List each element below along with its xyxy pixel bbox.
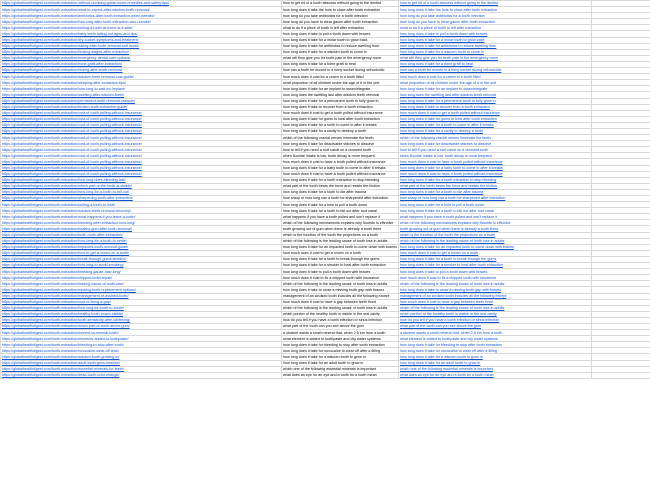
empty-cell[interactable] — [592, 372, 650, 378]
link-cell[interactable]: what proportion of all children under the age of 6 in the unit — [399, 80, 592, 86]
query-cell[interactable]: how long does it take to recover from a tooth extraction — [282, 104, 399, 110]
link-cell[interactable]: which is the function of the tooth the projections on a tooth — [399, 232, 592, 238]
url-cell[interactable]: https://globalhealthdigest.com/tooth-extraction/eating-after-tooth-removal-soft-foods/ — [1, 43, 282, 49]
url-cell[interactable]: https://globalhealthdigest.com/tooth-extraction/adult-tooth-grow-timeline/ — [1, 360, 282, 366]
link-cell[interactable]: how long does it take to pull a tooth down with braces — [399, 269, 592, 275]
link-cell[interactable]: what does an eye for an eye and a tooth for a tooth mean — [399, 372, 592, 378]
url-cell[interactable]: https://globalhealthdigest.com/tooth-extraction/swelling-after-wisdom-teeth/ — [1, 92, 282, 98]
url-cell[interactable]: https://globalhealthdigest.com/tooth-extraction/how-to-get-a-crown-on-a-tooth/ — [1, 250, 282, 256]
url-cell[interactable]: https://globalhealthdigest.com/tooth-extraction/wisdom-tooth-growing-in/ — [1, 354, 282, 360]
query-cell[interactable]: how long do you have to wear gauze after tooth extraction — [282, 19, 399, 25]
url-cell[interactable]: https://globalhealthdigest.com/tooth-extraction/solvent-vs-mineral-tooth/ — [1, 330, 282, 336]
query-cell[interactable]: how long does it take to pull a tooth down with braces — [282, 31, 399, 37]
query-cell[interactable]: how long does it take for a tooth to come in after it breaks — [282, 122, 399, 128]
url-cell[interactable]: https://globalhealthdigest.com/tooth-extraction/cost-of-tooth-pulling-without-insurance/ — [1, 171, 282, 177]
link-cell[interactable]: how long does it take for an implant to osseointegrate — [399, 86, 592, 92]
query-cell[interactable]: how long does it take the hole to close after tooth extraction — [282, 7, 399, 13]
url-cell[interactable]: https://globalhealthdigest.com/tooth-extraction/pulling-a-tooth-to-heal/ — [1, 202, 282, 208]
link-cell[interactable]: what part of the tooth bears the force and resists the friction — [399, 183, 592, 189]
query-cell[interactable]: how long does the swelling last after wisdom teeth removal — [282, 92, 399, 98]
query-cell[interactable]: how long does it take for a tooth extraction to stop bleeding — [282, 177, 399, 183]
link-cell[interactable]: how long does it take for a tooth to die after trauma — [399, 189, 592, 195]
query-cell[interactable]: which of the following is the leading cause of tooth loss in adults — [282, 238, 399, 244]
query-cell[interactable]: how long does it take for a bone graft to heal — [282, 61, 399, 67]
link-cell[interactable]: how much does it cost to have a gap between teeth fixed — [399, 299, 592, 305]
url-cell[interactable]: https://globalhealthdigest.com/tooth-extraction/baby-teeth-falling-out-ages-and-tips/ — [1, 31, 282, 37]
url-cell[interactable]: https://globalhealthdigest.com/tooth-extraction/how-long-after-tooth-extraction-can-i-smoke/ — [1, 19, 282, 25]
link-cell[interactable]: what happens if you have a tooth pulled and don't replace it — [399, 214, 592, 220]
link-cell[interactable]: how to get rid of a tooth abscess without going to the dentist — [399, 1, 592, 7]
link-cell[interactable]: how long does it take for an adult tooth to grow in — [399, 360, 592, 366]
query-cell[interactable]: how long does it take for a hole to pull a tooth down — [282, 202, 399, 208]
link-cell[interactable]: management of an avulsed tooth includes all the following except — [399, 293, 592, 299]
url-cell[interactable]: https://globalhealthdigest.com/tooth-extraction/break-through-gums-timeline/ — [1, 256, 282, 262]
url-cell[interactable]: https://globalhealthdigest.com/tooth-extraction/wisdom-teeth-removal-cost-guide/ — [1, 74, 282, 80]
url-cell[interactable]: https://globalhealthdigest.com/tooth-extraction/broken-tooth-extraction-guide/ — [1, 104, 282, 110]
query-cell[interactable]: how long does it take for a permanent tooth to fully grow in — [282, 98, 399, 104]
link-cell[interactable]: how long does it take for dissolvable stitches to dissolve — [399, 141, 592, 147]
query-cell[interactable]: how long does it take for gums to heal after tooth extraction — [282, 116, 399, 122]
url-cell[interactable]: https://globalhealthdigest.com/tooth-extraction/elements-added-to-toothpaste/ — [1, 336, 282, 342]
link-cell[interactable]: what element is added to toothpaste and city water systems — [399, 336, 592, 342]
url-cell[interactable]: https://globalhealthdigest.com/tooth-extraction/novocaine-wear-off-time/ — [1, 348, 282, 354]
link-cell[interactable]: how long does it take for a wisdom tooth to grow in — [399, 354, 592, 360]
link-cell[interactable]: how long does it take for novocaine to wear off after a filling — [399, 348, 592, 354]
link-cell[interactable]: tooth growing out of gum when there is already a tooth there — [399, 226, 592, 232]
link-cell[interactable]: how long does it take for a tooth to break through the gums — [399, 256, 592, 262]
url-cell[interactable]: https://globalhealthdigest.com/tooth-extraction/bleeding-gauze-how-long/ — [1, 269, 282, 275]
url-cell[interactable]: https://globalhealthdigest.com/tooth-extraction/chipped-tooth-repair/ — [1, 275, 282, 281]
query-cell[interactable]: how long does it take for an adult tooth to grow in — [282, 360, 399, 366]
link-cell[interactable]: how to tell if you need a root canal on a crowned tooth — [399, 147, 592, 153]
query-cell[interactable]: which portion of the healthy tooth is visible in the oral cavity — [282, 311, 399, 317]
query-cell[interactable]: how can a tooth be moved in a bony socket during orthodontic — [282, 68, 399, 74]
query-cell[interactable]: which of the following mechanisms explains why fluoride is effective — [282, 220, 399, 226]
url-cell[interactable]: https://globalhealthdigest.com/tooth-extraction/bleeding-to-stop-after-tooth/ — [1, 342, 282, 348]
link-cell[interactable]: how much does it cost to have a tooth pulled without insurance — [399, 171, 592, 177]
link-cell[interactable]: how long does it take for a wisdom tooth to come in — [399, 49, 592, 55]
link-cell[interactable]: how can a tooth be moved in a bony socket during orthodontic — [399, 68, 592, 74]
query-cell[interactable]: how long does it take for a smoker to heal after tooth extraction — [282, 263, 399, 269]
url-cell[interactable]: https://globalhealthdigest.com/tooth-extraction/which-part-of-tooth-above-gum/ — [1, 323, 282, 329]
link-cell[interactable]: how long does it take for bleeding to stop after tooth extraction — [399, 342, 592, 348]
url-cell[interactable]: https://globalhealthdigest.com/tooth-extraction-without-numbing-guide-home-remedies-and-safety-tips/ — [1, 1, 282, 7]
url-cell[interactable]: https://globalhealthdigest.com/tooth-extraction/cost-of-tooth-pulling-without-insurance/ — [1, 159, 282, 165]
url-cell[interactable]: https://globalhealthdigest.com/tooth-extraction/tooth-sensitivity-after-whitening/ — [1, 317, 282, 323]
url-cell[interactable]: https://globalhealthdigest.com/tooth-extraction/how-long-to-avoid-smoking/ — [1, 263, 282, 269]
query-cell[interactable]: how do you tell if you have a tooth infection or sinus infection — [282, 317, 399, 323]
link-cell[interactable]: how long does it take for a baby tooth to come in after it breaks — [399, 165, 592, 171]
query-cell[interactable]: how long do you take antibiotics for a tooth infection — [282, 13, 399, 19]
link-cell[interactable]: how long does it take for a cavity to destroy a tooth — [399, 128, 592, 134]
link-cell[interactable]: how long does it take for antibiotics to reduce swelling from — [399, 43, 592, 49]
link-cell[interactable]: which of the following is the leading cause of tooth loss in adults — [399, 281, 592, 287]
link-cell[interactable]: which of the following is the leading cause of tooth loss in adults — [399, 238, 592, 244]
link-cell[interactable]: how long does it take the hole to close after tooth extraction — [399, 7, 592, 13]
query-cell[interactable]: how much does it cost to get a crown on a tooth — [282, 250, 399, 256]
url-cell[interactable]: https://globalhealthdigest.com/tooth-extraction/which-part-of-the-tooth-is-visible/ — [1, 183, 282, 189]
query-cell[interactable]: how long does it take for a molar tooth to grow back — [282, 37, 399, 43]
link-cell[interactable]: which of the following is the leading cause of tooth loss in adults — [399, 305, 592, 311]
link-cell[interactable]: how long does it take to pull a tooth down with braces — [399, 31, 592, 37]
query-cell[interactable]: how much does it cost for a crown in a tooth filled — [282, 74, 399, 80]
link-cell[interactable]: when fluoride intake is low, tooth decay is more frequent — [399, 153, 592, 159]
query-cell[interactable]: how to tell if you need a root canal on a crowned tooth — [282, 147, 399, 153]
link-cell[interactable]: how do you tell if you have a tooth infection or sinus infection — [399, 317, 592, 323]
link-cell[interactable]: how much does it cost to get a tooth pulled without insurance — [399, 110, 592, 116]
query-cell[interactable]: how sharp or how long can a tooth be sharpened after extraction — [282, 196, 399, 202]
query-cell[interactable]: how much does it cost to fix a chipped tooth with insurance — [282, 275, 399, 281]
link-cell[interactable]: how long does it take for a hole to pull a tooth down — [399, 202, 592, 208]
url-cell[interactable]: https://globalhealthdigest.com/tooth-extraction/missing-tooth-replacement-options/ — [1, 287, 282, 293]
query-cell[interactable]: how long does it take for an impacted tooth to come down with braces — [283, 245, 397, 250]
query-cell[interactable]: how much does it cost to have a tooth pulled without insurance — [282, 171, 399, 177]
link-cell[interactable]: how long does it take for a tooth to come in after it breaks — [399, 122, 592, 128]
query-cell[interactable]: what to do if a piece of tooth is left after extraction — [282, 25, 399, 31]
link-cell[interactable]: how long do you take antibiotics for a tooth infection — [399, 13, 592, 19]
query-cell[interactable]: how much does it cost to get a tooth pulled without insurance — [282, 110, 399, 116]
url-cell[interactable]: https://globalhealthdigest.com/tooth-extraction/emergency-dental-care-options/ — [1, 55, 282, 61]
query-cell[interactable]: which of the following is the leading cause of tooth loss in adults — [282, 305, 399, 311]
query-cell[interactable]: how long does it take for bleeding to stop after tooth extraction — [282, 342, 399, 348]
query-cell[interactable]: how long does it take for a baby tooth to come in after it breaks — [282, 165, 399, 171]
query-cell[interactable]: what element is added to toothpaste and city water systems — [282, 336, 399, 342]
link-cell[interactable]: how long do you have to wear gauze after tooth extraction — [399, 19, 592, 25]
url-cell[interactable]: https://globalhealthdigest.com/tooth-extraction/management-of-avulsed-tooth/ — [1, 293, 282, 299]
link-cell[interactable]: a student wants a small mineral that, when 2.5 km from a tooth — [399, 330, 592, 336]
query-cell[interactable]: how long does it take for a tooth to die after trauma — [282, 189, 399, 195]
url-cell[interactable]: https://globalhealthdigest.com/tooth-extraction/dry-socket-symptoms-and-treatment/ — [1, 37, 282, 43]
link-cell[interactable]: what will they give you for tooth pain in the emergency room — [399, 55, 592, 61]
url-cell[interactable]: https://globalhealthdigest.com/tooth-extraction/cost-of-tooth-pulling-without-insurance/ — [1, 153, 282, 159]
query-cell[interactable]: how long does it take for a wisdom tooth to come in — [282, 49, 399, 55]
query-cell[interactable]: what will they give you for tooth pain in the emergency room — [282, 55, 399, 61]
url-cell[interactable]: https://globalhealthdigest.com/tooth-extraction/what-to-expect-after-wisdom-tooth-removal/ — [1, 7, 282, 13]
query-cell[interactable]: how long does it take for novocaine to wear off after a filling — [282, 348, 399, 354]
query-cell[interactable]: how long does it take for an implant to osseointegrate — [282, 86, 399, 92]
link-cell[interactable]: what to do if a piece of tooth is left after extraction — [399, 25, 592, 31]
link-cell[interactable]: which of the following cranial nerves innervate the teeth — [399, 135, 592, 141]
query-cell[interactable]: what proportion of all children under the age of 6 in the unit — [282, 80, 399, 86]
url-cell[interactable]: https://globalhealthdigest.com/tooth-extraction/impacted-tooth-removal-guide/ — [1, 244, 282, 250]
url-cell[interactable]: https://globalhealthdigest.com/tooth-extraction/essential-minerals-for-teeth/ — [1, 366, 282, 372]
url-cell[interactable]: https://globalhealthdigest.com/tooth-extraction/cost-of-tooth-pulling-without-insurance/ — [1, 135, 282, 141]
link-cell[interactable]: which of the following mechanisms explains why fluoride is effective — [399, 220, 592, 226]
link-cell[interactable]: what part of the tooth can you see above the gum — [399, 323, 592, 329]
link-cell[interactable]: which one of the following essential minerals is important — [399, 366, 592, 372]
url-cell[interactable]: https://globalhealthdigest.com/tooth-extraction/dead-tooth-color-change/ — [1, 372, 282, 378]
query-cell[interactable]: management of an avulsed tooth includes all the following except — [282, 293, 399, 299]
url-cell[interactable]: https://globalhealthdigest.com/tooth-extraction/cost-of-tooth-pulling-without-insurance/ — [1, 147, 282, 153]
url-cell[interactable]: https://globalhealthdigest.com/tooth-extraction/tooth-roots-after-extraction/ — [1, 232, 282, 238]
link-cell[interactable]: which portion of the healthy tooth is visible in the oral cavity — [399, 311, 592, 317]
link-cell[interactable]: how long does it take for a molar tooth to grow back — [399, 37, 592, 43]
url-cell[interactable]: https://globalhealthdigest.com/tooth-extraction/healthy-gum-after-tooth-removal/ — [1, 226, 282, 232]
link-cell[interactable]: how long does it take for a tooth to fall out after root canal — [399, 208, 592, 214]
url-cell[interactable]: https://globalhealthdigest.com/tooth-extraction/cost-of-fixing-a-gap/ — [1, 299, 282, 305]
query-cell[interactable]: what part of the tooth can you see above the gum — [282, 323, 399, 329]
url-cell[interactable]: https://globalhealthdigest.com/tooth-extraction/rinsing-after-tooth-removal/ — [1, 68, 282, 74]
url-cell[interactable]: https://globalhealthdigest.com/tooth-extraction/how-long-for-a-tooth-to-settle/ — [1, 238, 282, 244]
link-cell[interactable]: how long does it take for a smoker to heal after tooth extraction — [399, 263, 592, 269]
link-cell[interactable]: how long does it take to close a missing tooth gap with braces — [399, 287, 592, 293]
url-cell[interactable]: https://globalhealthdigest.com/tooth-extraction/bone-graft-after-extraction/ — [1, 61, 282, 67]
url-cell[interactable]: https://globalhealthdigest.com/tooth-extraction/leading-cause-of-tooth-loss/ — [1, 281, 282, 287]
url-cell[interactable]: https://globalhealthdigest.com/tooth-extraction/pulling-a-tooth-at-home-is-it-safe/ — [1, 25, 282, 31]
link-cell[interactable]: how sharp or how long can a tooth be sharpened after extraction — [399, 196, 592, 202]
query-cell[interactable]: how long does it take to close a missing tooth gap with braces — [282, 287, 399, 293]
query-cell[interactable]: what does an eye for an eye and a tooth for a tooth mean — [282, 372, 399, 378]
query-cell[interactable]: how much does it cost to have a gap between teeth fixed — [282, 299, 399, 305]
query-cell[interactable]: how long does it take for a wisdom tooth to grow in — [282, 354, 399, 360]
url-cell[interactable]: https://globalhealthdigest.com/tooth-extraction/sleeping-after-extraction-tips/ — [1, 80, 282, 86]
query-cell[interactable]: how long does it take for antibiotics to reduce swelling from — [282, 43, 399, 49]
query-cell[interactable]: which of the following is the leading cause of tooth loss in adults — [282, 281, 399, 287]
query-cell[interactable]: how long does it take for dissolvable stitches to dissolve — [282, 141, 399, 147]
query-cell[interactable]: how much does it cost to have a tooth pulled without insurance — [282, 159, 399, 165]
url-cell[interactable]: https://globalhealthdigest.com/tooth-extraction/cost-of-tooth-pulling-without-insurance/ — [1, 122, 282, 128]
url-cell[interactable]: https://globalhealthdigest.com/tooth-extraction/cost-of-tooth-pulling-without-insurance/ — [1, 165, 282, 171]
query-cell[interactable]: how long does it take for a tooth to break through the gums — [282, 256, 399, 262]
query-cell[interactable]: how long does it take to pull a tooth down with braces — [282, 269, 399, 275]
link-cell[interactable]: how long does it take for a permanent tooth to fully grow in — [399, 98, 592, 104]
table-body — [1, 1, 650, 379]
query-cell[interactable]: how long does it take for a tooth to fall out after root canal — [282, 208, 399, 214]
link-cell[interactable]: how much does it cost for a crown in a tooth filled — [399, 74, 592, 80]
url-cell[interactable]: https://globalhealthdigest.com/tooth-extraction/wisdom-teeth-removal-recovery/ — [1, 208, 282, 214]
link-cell[interactable]: how long does it take for gums to heal after tooth extraction — [399, 116, 592, 122]
url-cell[interactable]: https://globalhealthdigest.com/tooth-extraction/antibiotics-after-tooth-extraction-when-needed/ — [1, 13, 282, 19]
link-cell[interactable]: how long does the swelling last after wisdom teeth removal — [399, 92, 592, 98]
url-cell[interactable]: https://globalhealthdigest.com/tooth-extraction/cost-of-tooth-pulling-without-insurance/ — [1, 141, 282, 147]
query-cell[interactable]: which of the following cranial nerves innervate the teeth — [282, 135, 399, 141]
url-cell[interactable]: https://globalhealthdigest.com/tooth-extraction/cost-of-tooth-pulling-without-insurance/ — [1, 116, 282, 122]
link-cell[interactable]: how long does it take for a tooth extraction to stop bleeding — [399, 177, 592, 183]
url-cell[interactable]: https://globalhealthdigest.com/tooth-extraction/healthy-tooth-crown-visible/ — [1, 311, 282, 317]
url-cell[interactable]: https://globalhealthdigest.com/tooth-extraction/how-long-does-bleeding-last/ — [1, 177, 282, 183]
link-cell[interactable]: how long does it take to recover from a tooth extraction — [399, 104, 592, 110]
url-cell[interactable]: https://globalhealthdigest.com/tooth-extraction/bleeding-after-extraction-how-long/ — [1, 220, 282, 226]
url-cell[interactable]: https://globalhealthdigest.com/tooth-extraction/healing-stages-after-extraction/ — [1, 49, 282, 55]
url-cell[interactable]: https://globalhealthdigest.com/tooth-extraction/how-long-for-a-tooth-to-fall-out/ — [1, 189, 282, 195]
query-cell[interactable]: how long does it take for a cavity to destroy a tooth — [282, 128, 399, 134]
url-cell[interactable]: https://globalhealthdigest.com/tooth-extraction/sharpening-tooth-after-extraction/ — [1, 196, 282, 202]
query-cell[interactable]: which one of the following essential minerals is important — [282, 366, 399, 372]
query-cell[interactable]: tooth growing out of gum when there is already a tooth there — [282, 226, 399, 232]
query-cell[interactable]: which is the function of the tooth the projections on a tooth — [282, 232, 399, 238]
link-cell[interactable]: how much does it cost to fix a chipped tooth with insurance — [399, 275, 592, 281]
link-cell[interactable]: how much does it cost to have a tooth pulled without insurance — [399, 159, 592, 165]
link-cell[interactable]: how long does it take for an impacted tooth to come down with braces — [399, 244, 592, 250]
url-cell[interactable]: https://globalhealthdigest.com/tooth-extraction/cost-of-tooth-pulling-without-insurance/ — [1, 110, 282, 116]
query-cell[interactable]: what happens if you have a tooth pulled and don't replace it — [282, 214, 399, 220]
query-cell[interactable]: how to get rid of a tooth abscess without going to the dentist — [282, 1, 399, 7]
link-cell[interactable]: how much does it cost to get a crown on a tooth — [399, 250, 592, 256]
url-cell[interactable]: https://globalhealthdigest.com/tooth-extraction/permanent-tooth-removal-reasons/ — [1, 98, 282, 104]
url-cell[interactable]: https://globalhealthdigest.com/tooth-extraction/cost-of-tooth-pulling-without-insurance/ — [1, 128, 282, 134]
table-row — [1, 372, 650, 378]
query-cell[interactable]: what part of the tooth bears the force and resists the friction — [282, 183, 399, 189]
url-cell[interactable]: https://globalhealthdigest.com/tooth-extraction/what-happens-if-you-leave-a-tooth/ — [1, 214, 282, 220]
query-cell[interactable]: a student wants a small mineral that, when 2.5 km from a tooth — [282, 330, 399, 336]
link-cell[interactable]: how long does it take for a bone graft to heal — [399, 61, 592, 67]
url-cell[interactable]: https://globalhealthdigest.com/tooth-extraction/how-long-for-tooth-to-move/ — [1, 305, 282, 311]
url-cell[interactable]: https://globalhealthdigest.com/tooth-extraction/how-long-to-wait-for-implant/ — [1, 86, 282, 92]
query-cell[interactable]: when fluoride intake is low, tooth decay is more frequent — [282, 153, 399, 159]
